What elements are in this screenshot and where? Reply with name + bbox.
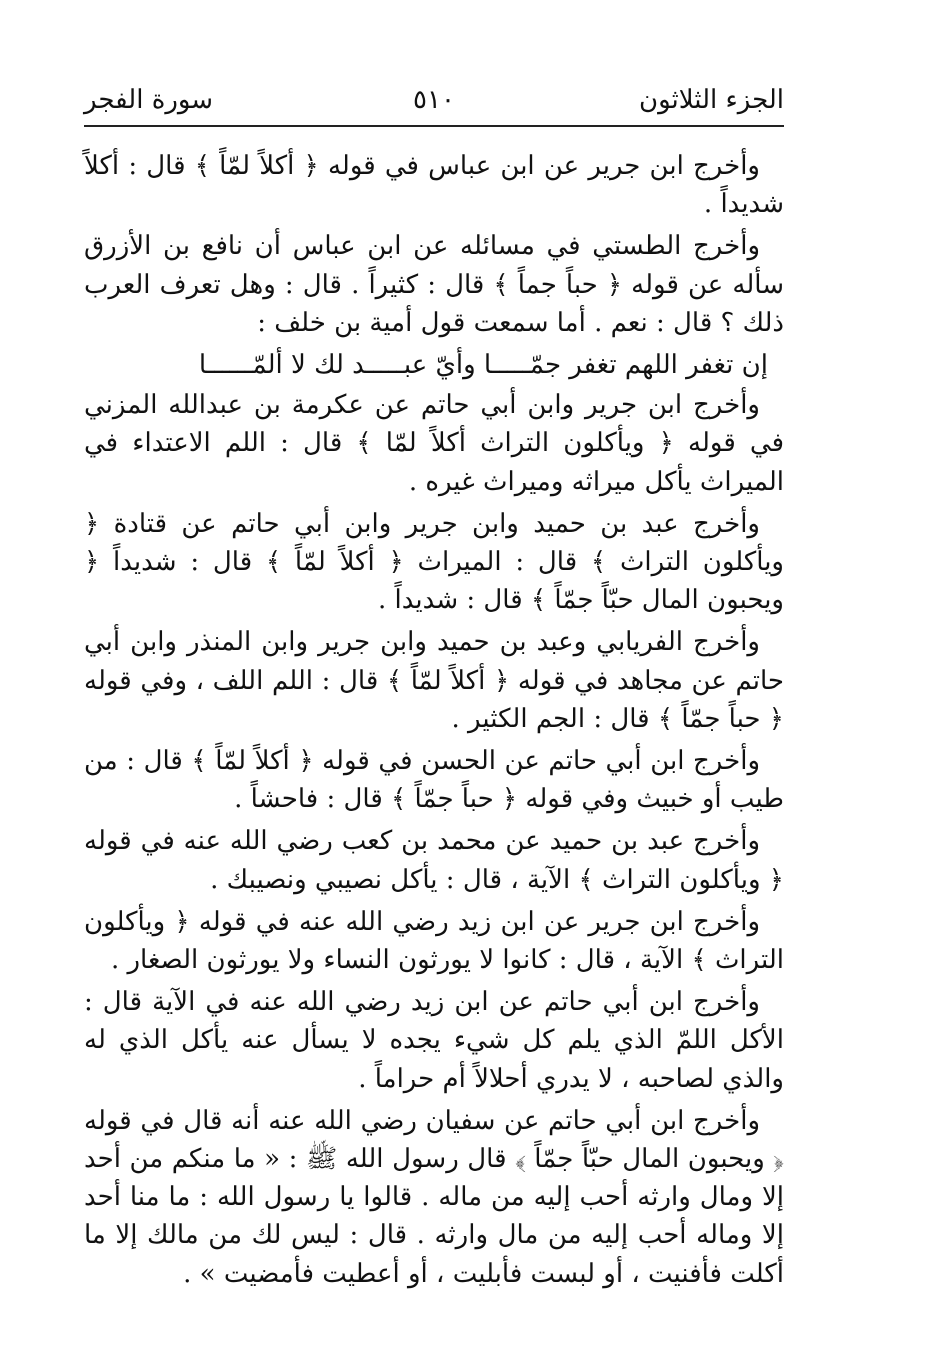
paragraph: وأخرج عبد بن حميد عن محمد بن كعب رضي الله عنه في قوله ﴿ ويأكلون التراث ﴾ الآية ، قال : يأكل نصيبي ونصيبك . [84,826,784,895]
poetry-verse: إن تغفر اللهم تغفر جمّـــــا وأيّ عبـــــد لك لا ألمّــــــا [198,350,768,381]
paragraph: وأخرج ابن أبي حاتم عن الحسن في قوله ﴿ أكلاً لمّاً ﴾ قال : من طيب أو خبيث وفي قوله ﴿ حباً جمّاً ﴾ قال : فاحشاً . [84,746,784,815]
paragraph: وأخرج عبد بن حميد وابن جرير وابن أبي حاتم عن قتادة ﴿ ويأكلون التراث ﴾ قال : الميراث ﴿ أكلاً لمّاً ﴾ قال : شديداً ﴿ ويحبون المال حبّاً جمّاً ﴾ قال : شديداً . [84,508,784,616]
paragraph: وأخرج ابن جرير وابن أبي حاتم عن عكرمة بن عبدالله المزني في قوله ﴿ ويأكلون التراث أكلاً لمّا ﴾ قال : اللم الاعتداء في الميراث يأكل ميراثه وميراث غيره . [84,390,784,497]
paragraph: وأخرج ابن جرير عن ابن عباس في قوله ﴿ أكلاً لمّاً ﴾ قال : أكلاً شديداً . [84,151,784,220]
page-number: ٥١٠ [413,85,455,115]
paragraph: وأخرج ابن أبي حاتم عن سفيان رضي الله عنه أنه قال في قوله ﴿ ويحبون المال حبّاً جمّاً ﴾ قال رسول الله ﷺ : « ما منكم من أحد إلا ومال وارثه أحب إليه من ماله . قالوا يا رسول الله : ما منا أحد إلا وماله أحب إليه من مال وارثه . قال : ليس لك من مالك إلا ما أكلت فأفنيت ، أو لبست فأبليت ، أو أعطيت فأمضيت » . [84,1105,784,1289]
part-title: الجزء الثلاثون [638,85,784,115]
surah-title: سورة الفجر [84,85,214,115]
header-divider [84,125,784,127]
paragraph: وأخرج ابن أبي حاتم عن ابن زيد رضي الله عنه في الآية قال : الأكل اللمّ الذي يلم كل شيء يجده لا يسأل عنه يأكل الذي له والذي لصاحبه ، لا يدري أحلالاً أم حراماً . [84,987,784,1094]
page-header [84,80,784,124]
paragraph: وأخرج الفريابي وعبد بن حميد وابن جرير وابن المنذر وابن أبي حاتم عن مجاهد في قوله ﴿ أكلاً لمّاً ﴾ قال : اللم اللف ، وفي قوله ﴿ حباً جمّاً ﴾ قال : الجم الكثير . [84,627,784,734]
page-body [84,147,784,1297]
paragraph: وأخرج ابن جرير عن ابن زيد رضي الله عنه في قوله ﴿ ويأكلون التراث ﴾ الآية ، قال : كانوا لا يورثون النساء ولا يورثون الصغار . [84,906,784,976]
paragraph: وأخرج الطستي في مسائله عن ابن عباس أن نافع بن الأزرق سأله عن قوله ﴿ حباً جماً ﴾ قال : كثيراً . قال : وهل تعرف العرب ذلك ؟ قال : نعم . أما سمعت قول أمية بن خلف : [84,231,784,338]
